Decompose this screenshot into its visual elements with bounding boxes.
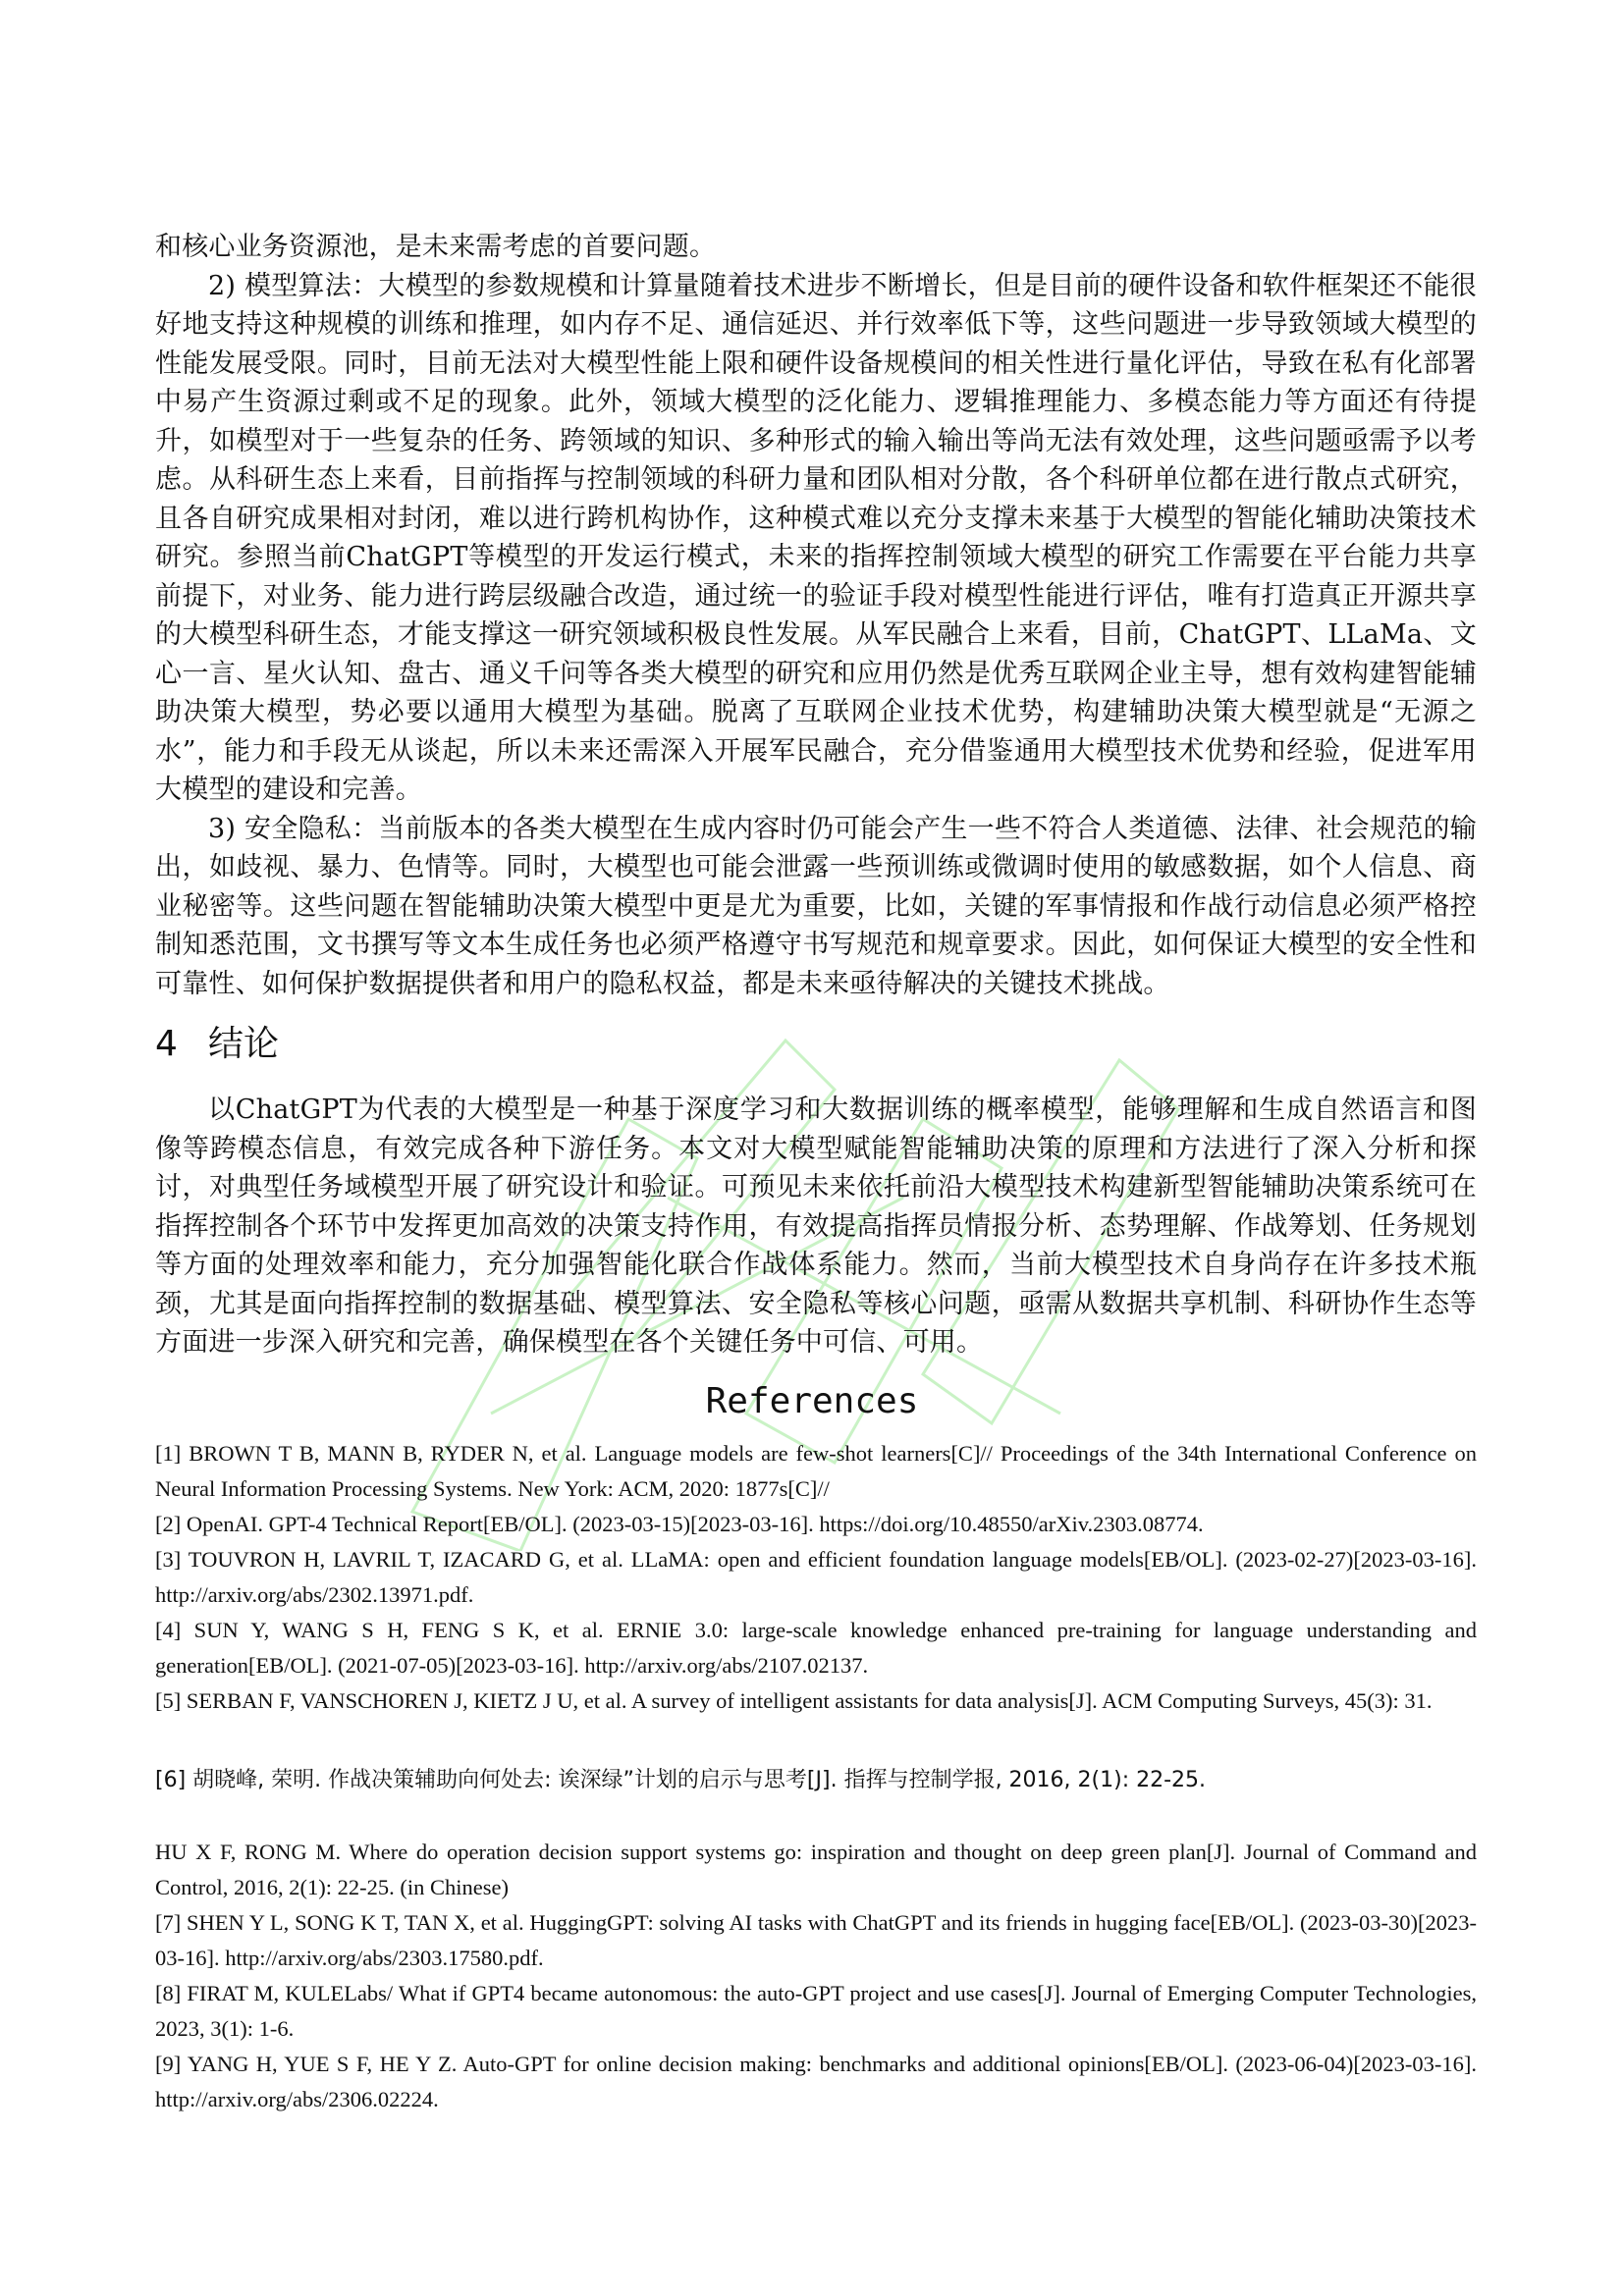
section-title: 结论 (208, 1024, 280, 1064)
body-paragraph: 和核心业务资源池，是未来需考虑的首要问题。 (155, 232, 717, 262)
reference-list (155, 1436, 1477, 1719)
conclusion-paragraph: 以ChatGPT为代表的大模型是一种基于深度学习和大数据训练的概率模型，能够理解和生成自然语言和图像等跨模态信息，有效完成各种下游任务。本文对大模型赋能智能辅助决策的原理和方法进行了深入分析和探讨，对典型任务域模型开展了研究设计和验证。可预见未来依托前沿大模型技术构建新型智能辅助决策系统可在指挥控制各个环节中发挥更加高效的决策支持作用，有效提高指挥员情报分析、态势理解、作战筹划、任务规划等方面的处理效率和能力，充分加强智能化联合作战体系能力。然而，当前大模型技术自身尚存在许多技术瓶颈，尤其是面向指挥控制的数据基础、模型算法、安全隐私等核心问题，亟需从数据共享机制、科研协作生态等方面进一步深入研究和完善，确保模型在各个关键任务中可信、可用。 (155, 1095, 1477, 1358)
body-text (155, 228, 1477, 1003)
reference-item: [4] SUN Y, WANG S H, FENG S K, et al. ERNIE 3.0: large-scale knowledge enhanced pre-training for language understanding and generation[EB/OL]. (2021-07-05)[2023-03-16]. http://arxiv.org/abs/2107.02137. (155, 1618, 1477, 1678)
body-paragraph: 2) 模型算法：大模型的参数规模和计算量随着技术进步不断增长，但是目前的硬件设备和软件框架还不能很好地支持这种规模的训练和推理，如内存不足、通信延迟、并行效率低下等，这些问题进一步导致领域大模型的性能发展受限。同时，目前无法对大模型性能上限和硬件设备规模间的相关性进行量化评估，导致在私有化部署中易产生资源过剩或不足的现象。此外，领域大模型的泛化能力、逻辑推理能力、多模态能力等方面还有待提升，如模型对于一些复杂的任务、跨领域的知识、多种形式的输入输出等尚无法有效处理，这些问题亟需予以考虑。从科研生态上来看，目前指挥与控制领域的科研力量和团队相对分散，各个科研单位都在进行散点式研究，且各自研究成果相对封闭，难以进行跨机构协作，这种模式难以充分支撑未来基于大模型的智能化辅助决策技术研究。参照当前ChatGPT等模型的开发运行模式，未来的指挥控制领域大模型的研究工作需要在平台能力共享前提下，对业务、能力进行跨层级融合改造，通过统一的验证手段对模型性能进行评估，唯有打造真正开源共享的大模型科研生态，才能支撑这一研究领域积极良性发展。从军民融合上来看，目前，ChatGPT、LLaMa、文心一言、星火认知、盘古、通义千问等各类大模型的研究和应用仍然是优秀互联网企业主导，想有效构建智能辅助决策大模型，势必要以通用大模型为基础。脱离了互联网企业技术优势，构建辅助决策大模型就是“无源之水”，能力和手段无从谈起，所以未来还需深入开展军民融合，充分借鉴通用大模型技术优势和经验，促进军用大模型的建设和完善。 (155, 270, 1477, 805)
reference-item: [3] TOUVRON H, LAVRIL T, IZACARD G, et al. LLaMA: open and efficient foundation language models[EB/OL]. (2023-02-27)[2023-03-16]. http://arxiv.org/abs/2302.13971.pdf. (155, 1547, 1477, 1607)
reference-item: [5] SERBAN F, VANSCHOREN J, KIETZ J U, et al. A survey of intelligent assistants for data analysis[J]. ACM Computing Surveys, 45(3): 31. (155, 1688, 1433, 1713)
reference-list (155, 1763, 1477, 1798)
conclusion-text (155, 1091, 1477, 1362)
reference-item: [8] FIRAT M, KULELabs/ What if GPT4 became autonomous: the auto-GPT project and use cases[J]. Journal of Emerging Computer Technologies, 2023, 3(1): 1-6. (155, 1981, 1477, 2041)
reference-item: [2] OpenAI. GPT-4 Technical Report[EB/OL]. (2023-03-15)[2023-03-16]. https://doi.org/10.48550/arXiv.2303.08774. (155, 1512, 1204, 1536)
body-paragraph: 3) 安全隐私：当前版本的各类大模型在生成内容时仍可能会产生一些不符合人类道德、法律、社会规范的输出，如歧视、暴力、色情等。同时，大模型也可能会泄露一些预训练或微调时使用的敏感数据，如个人信息、商业秘密等。这些问题在智能辅助决策大模型中更是尤为重要，比如，关键的军事情报和作战行动信息必须严格控制知悉范围，文书撰写等文本生成任务也必须严格遵守书写规范和规章要求。因此，如何保证大模型的安全性和可靠性、如何保护数据提供者和用户的隐私权益，都是未来亟待解决的关键技术挑战。 (155, 813, 1477, 999)
reference-item: [1] BROWN T B, MANN B, RYDER N, et al. Language models are few-shot learners[C]// Proceedings of the 34th International Conference on Neural Information Processing Systems. New York: ACM, 2020: 1877s[C]// (155, 1441, 1477, 1501)
reference-item: HU X F, RONG M. Where do operation decision support systems go: inspiration and thought on deep green plan[J]. Journal of Command and Control, 2016, 2(1): 22-25. (in Chinese) (155, 1840, 1477, 1899)
reference-item: [7] SHEN Y L, SONG K T, TAN X, et al. HuggingGPT: solving AI tasks with ChatGPT and its friends in hugging face[EB/OL]. (2023-03-30)[2023-03-16]. http://arxiv.org/abs/2303.17580.pdf. (155, 1910, 1477, 1970)
references-title: References (705, 1381, 919, 1421)
reference-list (155, 1835, 1477, 2117)
section-heading (155, 1023, 279, 1066)
reference-item-chinese: [6] 胡晓峰, 荣明. 作战决策辅助向何处去: 诶深绿”计划的启示与思考[J]. 指挥与控制学报, 2016, 2(1): 22-25. (155, 1768, 1207, 1792)
section-number: 4 (155, 1024, 178, 1064)
reference-item: [9] YANG H, YUE S F, HE Y Z. Auto-GPT for online decision making: benchmarks and additional opinions[EB/OL]. (2023-06-04)[2023-03-16]. http://arxiv.org/abs/2306.02224. (155, 2052, 1477, 2111)
